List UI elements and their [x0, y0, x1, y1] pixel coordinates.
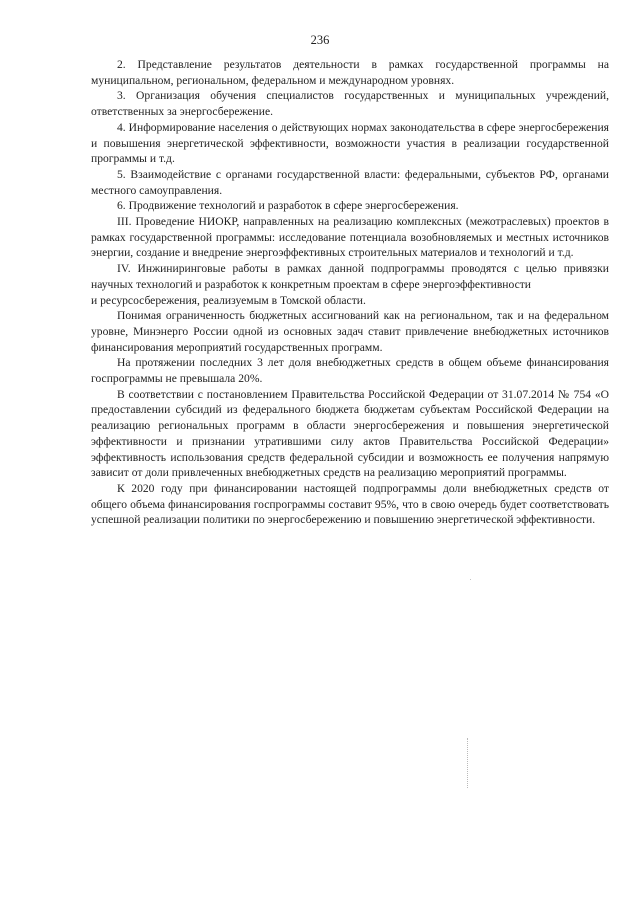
paragraph-item-4: 4. Информирование населения о действующих нормах законодательства в сфере энергосбережения и повышения энергетической эффективности, возможности участия в реализации государственной программы и т.д. — [91, 120, 609, 166]
paragraph-budget-limits: Понимая ограниченность бюджетных ассигнований как на региональном, так и на федеральном уровне, Минэнерго России одной из основных задач ставит привлечение внебюджетных источников финансирования мероприятий государственных программ. — [91, 309, 609, 354]
scan-artifact-dot — [470, 579, 471, 580]
paragraph-item-5: 5. Взаимодействие с органами государственной власти: федеральными, субъектов РФ, органами местного самоуправления. — [91, 167, 609, 197]
paragraph-government-decree: В соответствии с постановлением Правительства Российской Федерации от 31.07.2014 № 754 «О предоставлении субсидий из федерального бюджета бюджетам субъектам Российской Федерации на реализацию региональных программ в области энергосбережения и повышения энергетической эффективности и признании утратившими силу актов Правительства Российской Федерации» эффективность использования средств федеральной субсидии и возможность ее получения напрямую зависит от доли привлеченных внебюджетных средств на реализацию мероприятий программы. — [91, 387, 609, 480]
paragraph-section-iii: III. Проведение НИОКР, направленных на реализацию комплексных (межотраслевых) проектов в рамках государственной программы: исследование потенциала возобновляемых и местных источников энергии, создание и внедрение энергоэффективных строительных материалов и технологий и т.д. — [91, 215, 609, 260]
page-number: 236 — [310, 33, 330, 47]
document-body — [91, 57, 609, 528]
paragraph-item-2: 2. Представление результатов деятельности в рамках государственной программы на муниципальном, региональном, федеральном и международном уровнях. — [91, 58, 609, 87]
paragraph-section-iv-continued: и ресурсосбережения, реализуемым в Томской области. — [91, 293, 366, 307]
paragraph-item-6: 6. Продвижение технологий и разработок в сфере энергосбережения. — [117, 199, 459, 213]
paragraph-extrabudgetary-share: На протяжении последних 3 лет доля внебюджетных средств в общем объеме финансирования госпрограммы не превышала 20%. — [91, 356, 609, 386]
scan-artifact-line — [467, 738, 468, 788]
paragraph-2020-target: К 2020 году при финансировании настоящей подпрограммы доли внебюджетных средств от общего объема финансирования госпрограммы составит 95%, что в свою очередь будет соответствовать успешной реализации политики по энергосбережению и повышению энергетической эффективности. — [91, 481, 609, 527]
paragraph-item-3: 3. Организация обучения специалистов государственных и муниципальных учреждений, ответственных за энергосбережение. — [91, 89, 609, 119]
paragraph-section-iv: IV. Инжиниринговые работы в рамках данной подпрограммы проводятся с целью привязки научных технологий и разработок к конкретным проектам в сфере энергоэффективности — [91, 262, 609, 291]
